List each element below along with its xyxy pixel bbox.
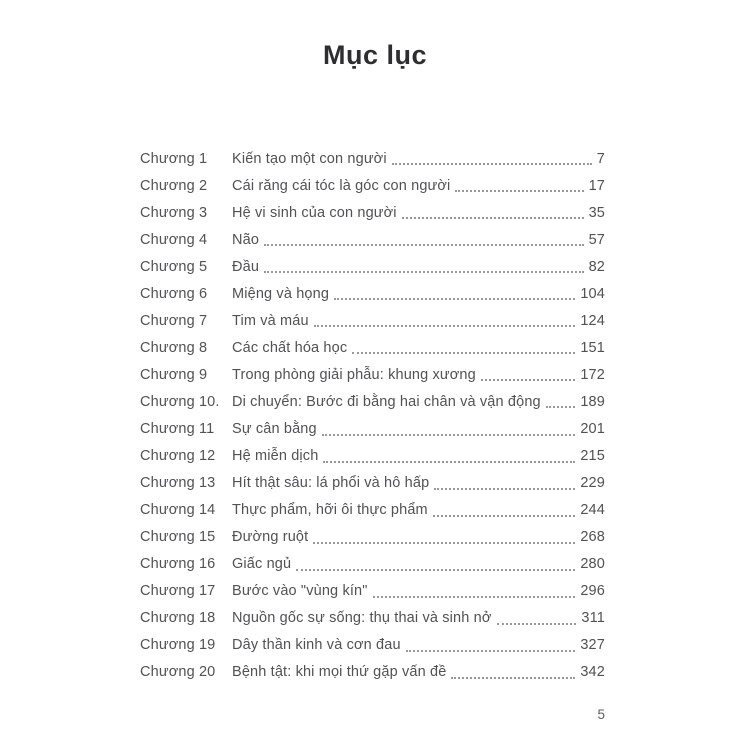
chapter-label: Chương 10. xyxy=(140,393,220,410)
chapter-title: Đầu xyxy=(232,258,260,275)
toc-row xyxy=(140,226,605,253)
chapter-label: Chương 1 xyxy=(140,150,208,167)
chapter-page-number: 172 xyxy=(580,366,605,383)
toc-row xyxy=(140,145,605,172)
dot-leader xyxy=(433,515,576,517)
chapter-title: Tim và máu xyxy=(232,312,309,329)
chapter-page-number: 244 xyxy=(580,502,605,519)
dot-leader xyxy=(546,406,576,408)
chapter-label: Chương 20 xyxy=(140,664,216,681)
chapter-title: Hệ miễn dịch xyxy=(232,448,319,465)
chapter-page-number: 311 xyxy=(581,610,605,627)
toc-row xyxy=(140,497,605,524)
chapter-label: Chương 4 xyxy=(140,231,208,248)
chapter-title: Bước vào "vùng kín" xyxy=(232,583,368,600)
chapter-page-number: 215 xyxy=(580,448,605,465)
chapter-label: Chương 6 xyxy=(140,285,208,302)
chapter-label: Chương 8 xyxy=(140,339,208,356)
toc-row xyxy=(140,443,605,470)
chapter-title: Não xyxy=(232,231,260,248)
dot-leader xyxy=(334,298,575,300)
chapter-label: Chương 18 xyxy=(140,610,216,627)
chapter-title: Kiến tạo một con người xyxy=(232,150,387,167)
chapter-title: Hít thật sâu: lá phổi và hô hấp xyxy=(232,475,430,492)
chapter-title: Bệnh tật: khi mọi thứ gặp vấn đề xyxy=(232,664,447,681)
chapter-title: Sự cân bằng xyxy=(232,420,317,437)
toc-row xyxy=(140,253,605,280)
chapter-title: Hệ vi sinh của con người xyxy=(232,204,397,221)
dot-leader xyxy=(323,461,575,463)
chapter-page-number: 327 xyxy=(580,637,605,654)
toc-row xyxy=(140,388,605,415)
dot-leader xyxy=(313,542,575,544)
dot-leader xyxy=(314,325,576,327)
chapter-label: Chương 16 xyxy=(140,556,216,573)
chapter-label: Chương 11 xyxy=(140,420,215,437)
chapter-title: Thực phẩm, hỡi ôi thực phẩm xyxy=(232,502,428,519)
chapter-label: Chương 12 xyxy=(140,448,216,465)
chapter-page-number: 35 xyxy=(588,204,605,221)
dot-leader xyxy=(402,217,584,219)
chapter-title: Di chuyển: Bước đi bằng hai chân và vận động xyxy=(232,393,541,410)
toc-row xyxy=(140,280,605,307)
toc-row xyxy=(140,361,605,388)
toc-row xyxy=(140,199,605,226)
chapter-label: Chương 3 xyxy=(140,204,208,221)
chapter-title: Giấc ngủ xyxy=(232,556,292,573)
chapter-page-number: 342 xyxy=(580,664,605,681)
chapter-page-number: 82 xyxy=(588,258,605,275)
chapter-title: Cái răng cái tóc là góc con người xyxy=(232,177,451,194)
table-of-contents xyxy=(140,145,605,686)
chapter-title: Đường ruột xyxy=(232,529,309,546)
chapter-page-number: 17 xyxy=(588,177,605,194)
chapter-label: Chương 19 xyxy=(140,637,216,654)
dot-leader xyxy=(264,271,584,273)
dot-leader xyxy=(455,190,583,192)
chapter-label: Chương 15 xyxy=(140,529,216,546)
chapter-label: Chương 13 xyxy=(140,475,216,492)
dot-leader xyxy=(481,379,575,381)
toc-row xyxy=(140,172,605,199)
dot-leader xyxy=(296,569,575,571)
toc-row xyxy=(140,334,605,361)
chapter-page-number: 268 xyxy=(580,529,605,546)
dot-leader xyxy=(322,434,576,436)
toc-row xyxy=(140,578,605,605)
toc-row xyxy=(140,551,605,578)
chapter-page-number: 189 xyxy=(580,393,605,410)
dot-leader xyxy=(373,596,576,598)
chapter-page-number: 57 xyxy=(588,231,605,248)
chapter-page-number: 296 xyxy=(580,583,605,600)
chapter-page-number: 7 xyxy=(596,150,605,167)
toc-row xyxy=(140,470,605,497)
footer-page-number: 5 xyxy=(597,707,605,722)
toc-row xyxy=(140,605,605,632)
chapter-label: Chương 17 xyxy=(140,583,216,600)
dot-leader xyxy=(392,163,592,165)
chapter-title: Dây thần kinh và cơn đau xyxy=(232,637,401,654)
chapter-page-number: 151 xyxy=(580,339,605,356)
dot-leader xyxy=(451,677,575,679)
chapter-label: Chương 14 xyxy=(140,502,216,519)
chapter-page-number: 280 xyxy=(580,556,605,573)
dot-leader xyxy=(352,352,575,354)
chapter-title: Nguồn gốc sự sống: thụ thai và sinh nở xyxy=(232,610,492,627)
chapter-label: Chương 2 xyxy=(140,177,208,194)
chapter-page-number: 124 xyxy=(580,312,605,329)
toc-row xyxy=(140,659,605,686)
chapter-title: Miệng và họng xyxy=(232,285,330,302)
toc-row xyxy=(140,307,605,334)
chapter-label: Chương 5 xyxy=(140,258,208,275)
toc-row xyxy=(140,632,605,659)
page-title: Mục lục xyxy=(322,40,427,70)
dot-leader xyxy=(497,623,577,625)
chapter-page-number: 104 xyxy=(580,285,605,302)
dot-leader xyxy=(406,650,576,652)
chapter-label: Chương 9 xyxy=(140,366,208,383)
toc-row xyxy=(140,415,605,442)
chapter-title: Trong phòng giải phẫu: khung xương xyxy=(232,366,476,383)
chapter-title: Các chất hóa học xyxy=(232,339,348,356)
toc-row xyxy=(140,524,605,551)
dot-leader xyxy=(264,244,584,246)
chapter-page-number: 229 xyxy=(580,475,605,492)
chapter-page-number: 201 xyxy=(580,420,605,437)
chapter-label: Chương 7 xyxy=(140,312,208,329)
dot-leader xyxy=(434,488,575,490)
